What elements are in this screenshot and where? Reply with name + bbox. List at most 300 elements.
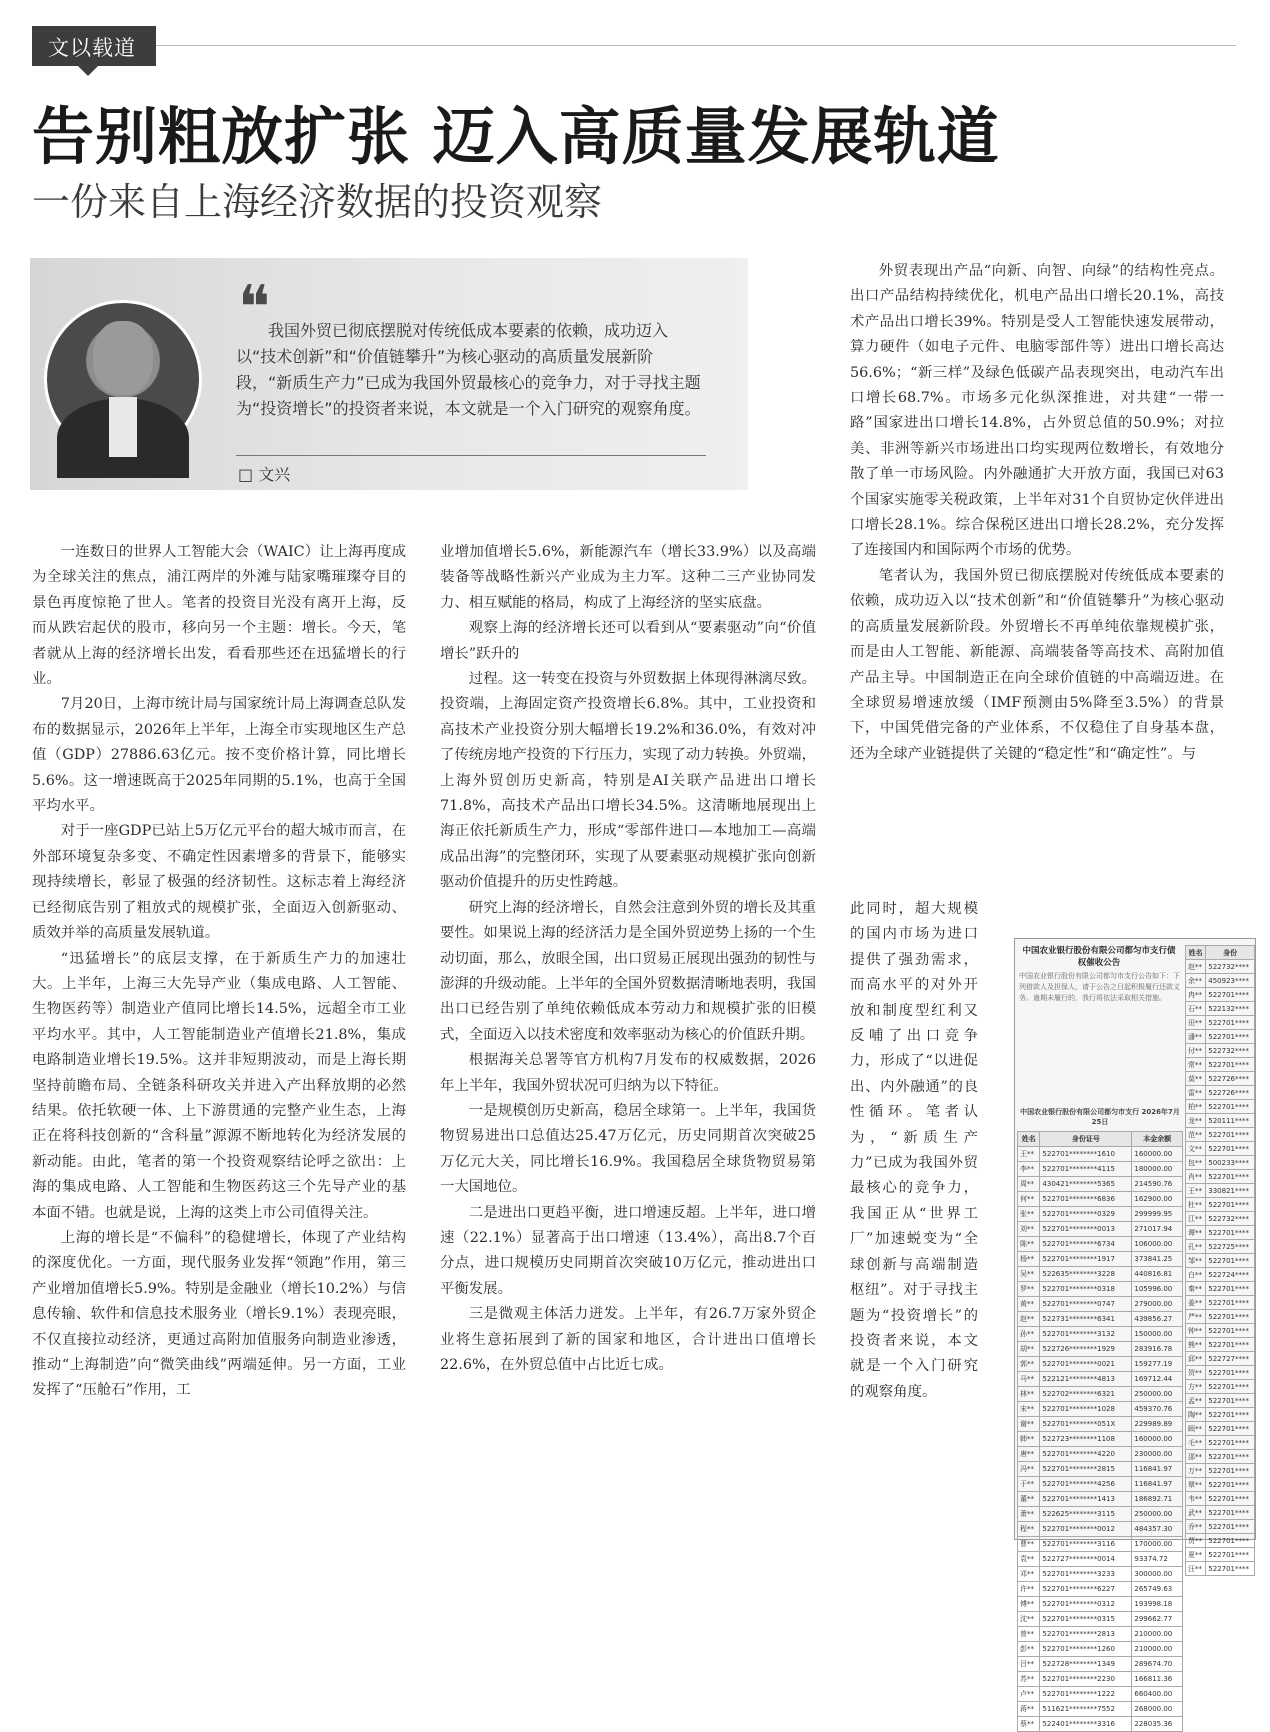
table-cell: 522701********2815 (1040, 1462, 1132, 1477)
table-cell: 522635********3228 (1040, 1267, 1132, 1282)
table-cell: 522701**** (1206, 1506, 1255, 1520)
table-cell: 522701**** (1206, 1478, 1255, 1492)
table-cell: 230000.00 (1132, 1447, 1183, 1462)
table-cell: 曹** (1018, 1537, 1040, 1552)
table-cell: 杜** (1186, 1198, 1206, 1212)
table-cell: 150000.00 (1132, 1327, 1183, 1342)
table-cell: 169712.44 (1132, 1372, 1183, 1387)
paragraph: 过程。这一转变在投资与外贸数据上体现得淋漓尽致。投资端，上海固定资产投资增长6.8%。其中，工业投资和高技术产业投资分别大幅增长19.2%和36.0%，有效对冲了传统房地产投资的下行压力，实现了动力转换。外贸端，上海外贸创历史新高，特别是AI关联产品进出口增长71.8%，高技术产品出口增长34.5%。这清晰地展现出上海正依托新质生产力，形成“零部件进口—本地加工—高端成品出海”的完整闭环，实现了从要素驱动规模扩张向创新驱动价值提升的历史性跨越。 (440, 671, 816, 891)
article-column-1 (32, 540, 406, 1404)
author-shirt (109, 397, 137, 457)
table-cell: 石** (1186, 1002, 1206, 1016)
table-row (1018, 1552, 1183, 1567)
table-cell: 522727**** (1206, 1352, 1255, 1366)
table-row (1186, 1044, 1255, 1058)
table-cell: 522701**** (1206, 1408, 1255, 1422)
table-cell: 265749.63 (1132, 1582, 1183, 1597)
table-cell: 万** (1186, 1464, 1206, 1478)
table-row (1186, 1030, 1255, 1044)
table-cell: 228035.36 (1132, 1717, 1183, 1732)
table-cell: 660400.00 (1132, 1687, 1183, 1702)
table-row (1018, 1432, 1183, 1447)
table-cell: 522701**** (1206, 1324, 1255, 1338)
table-cell: 440816.81 (1132, 1267, 1183, 1282)
table-row (1018, 1612, 1183, 1627)
table-cell: 汪** (1186, 1562, 1206, 1576)
table-cell: 522701**** (1206, 1016, 1255, 1030)
table-cell: 袁** (1018, 1552, 1040, 1567)
table-cell: 曾** (1018, 1627, 1040, 1642)
paragraph: 对于一座GDP已站上5万亿元平台的超大城市而言，在外部环境复杂多变、不确定性因素增多的背景下，能够实现持续增长，彰显了极强的经济韧性。这标志着上海经济已经彻底告别了粗放式的规模扩张，全面迈入创新驱动、质效并举的高质量发展轨道。 (32, 823, 406, 942)
paragraph: 上海的增长是“不偏科”的稳健增长，体现了产业结构的深度优化。一方面，现代服务业发挥“领跑”作用，第三产业增加值增长5.9%。特别是金融业（增长10.2%）与信息传输、软件和信息技术服务业（增长9.1%）表现亮眼，不仅直接拉动经济，更通过高附加值服务向制造业渗透，推动“上海制造”向“微笑曲线”两端延伸。另一方面，工业发挥了“压舱石”作用，工 (32, 1229, 406, 1399)
table-cell: 苏** (1018, 1672, 1040, 1687)
notice-side-header: 身份 (1206, 946, 1255, 960)
table-cell: 522701**** (1206, 1226, 1255, 1240)
table-row (1018, 1237, 1183, 1252)
table-row (1018, 1327, 1183, 1342)
table-cell: 冯** (1018, 1462, 1040, 1477)
table-row (1018, 1312, 1183, 1327)
table-cell: 傅** (1018, 1597, 1040, 1612)
table-cell: 522701**** (1206, 1562, 1255, 1576)
table-cell: 谢** (1018, 1417, 1040, 1432)
table-row (1186, 1492, 1255, 1506)
table-cell: 范** (1186, 1128, 1206, 1142)
table-cell: 胡** (1018, 1342, 1040, 1357)
table-cell: 522701**** (1206, 1436, 1255, 1450)
table-cell: 522625********3115 (1040, 1507, 1132, 1522)
notice-table (1017, 1131, 1183, 1732)
paragraph: 一是规模创历史新高，稳居全球第一。上半年，我国货物贸易进出口总值达25.47万亿元，历史同期首次突破25万亿元大关，同比增长16.9%。我国稳居全球货物贸易第一大国地位。 (440, 1102, 816, 1196)
table-cell: 赵** (1018, 1312, 1040, 1327)
table-cell: 250000.00 (1132, 1507, 1183, 1522)
table-row (1186, 1436, 1255, 1450)
table-cell: 522701********4220 (1040, 1447, 1132, 1462)
table-row (1186, 1170, 1255, 1184)
table-cell: 522701********0012 (1040, 1522, 1132, 1537)
table-row (1186, 960, 1255, 974)
table-cell: 271017.94 (1132, 1222, 1183, 1237)
table-cell: 522701**** (1206, 1030, 1255, 1044)
table-cell: 522701********6734 (1040, 1237, 1132, 1252)
table-cell: 522701**** (1206, 1128, 1255, 1142)
table-cell: 522701********0021 (1040, 1357, 1132, 1372)
table-cell: 250000.00 (1132, 1387, 1183, 1402)
table-cell: 180000.00 (1132, 1162, 1183, 1177)
table-row (1186, 1254, 1255, 1268)
table-cell: 210000.00 (1132, 1642, 1183, 1657)
table-cell: 付** (1186, 1044, 1206, 1058)
table-cell: 522701**** (1206, 1310, 1255, 1324)
table-cell: 武** (1186, 1506, 1206, 1520)
table-cell: 162900.00 (1132, 1192, 1183, 1207)
table-cell: 522701**** (1206, 1366, 1255, 1380)
table-cell: 刘** (1018, 1222, 1040, 1237)
table-cell: 宋** (1018, 1402, 1040, 1417)
table-cell: 邓** (1018, 1567, 1040, 1582)
table-cell: 522731********6341 (1040, 1312, 1132, 1327)
table-cell: 张** (1018, 1207, 1040, 1222)
table-cell: 潘** (1186, 1030, 1206, 1044)
table-cell: 522726********1929 (1040, 1342, 1132, 1357)
table-row (1018, 1477, 1183, 1492)
table-row (1186, 1128, 1255, 1142)
table-cell: 马** (1018, 1372, 1040, 1387)
table-cell: 522725**** (1206, 1240, 1255, 1254)
table-row (1018, 1342, 1183, 1357)
table-cell: 283916.78 (1132, 1342, 1183, 1357)
table-row (1018, 1147, 1183, 1162)
table-cell: 522701********1413 (1040, 1492, 1132, 1507)
subheadline: 一份来自上海经济数据的投资观察 (32, 180, 603, 224)
table-cell: 谭** (1186, 1226, 1206, 1240)
table-cell: 511621********7552 (1040, 1702, 1132, 1717)
table-row (1018, 1507, 1183, 1522)
table-cell: 522701********2230 (1040, 1672, 1132, 1687)
table-cell: 522701********4256 (1040, 1477, 1132, 1492)
table-cell: 116841.97 (1132, 1477, 1183, 1492)
headline: 告别粗放扩张 迈入高质量发展轨道 (32, 100, 1000, 173)
paragraph: 业增加值增长5.6%，新能源汽车（增长33.9%）以及高端装备等战略性新兴产业成为主力军。这种二三产业协同发力、相互赋能的格局，构成了上海经济的坚实底盘。 (440, 544, 816, 611)
table-cell: 包** (1186, 1156, 1206, 1170)
table-cell: 214590.76 (1132, 1177, 1183, 1192)
table-cell: 300000.00 (1132, 1567, 1183, 1582)
table-row (1186, 1142, 1255, 1156)
paragraph: “迅猛增长”的底层支撑，在于新质生产力的加速壮大。上半年，上海三大先导产业（集成电路、人工智能、生物医药等）制造业产值同比增长14.5%，远超全市工业平均水平。其中，人工智能制造业产值增长21.8%，集成电路制造业增长19.5%。这并非短期波动，而是上海长期坚持前瞻布局、全链条科研攻关并进入产出释放期的必然结果。依托软硬一体、上下游贯通的完整产业生态，上海正在将科技创新的“含科量”源源不断地转化为经济发展的新动能。由此，笔者的第一个投资观察结论呼之欲出：上海的集成电路、人工智能和生物医药这三个先导产业的基本面不错。也就是说，上海的这类上市公司值得关注。 (32, 950, 406, 1221)
section-tag-tail (78, 66, 98, 76)
table-cell: 522701**** (1206, 1254, 1255, 1268)
table-cell: 522726**** (1206, 1086, 1255, 1100)
table-row (1186, 1422, 1255, 1436)
table-row (1018, 1402, 1183, 1417)
paragraph: 一连数日的世界人工智能大会（WAIC）让上海再度成为全球关注的焦点，浦江两岸的外滩与陆家嘴璀璨夺目的景色再度惊艳了世人。笔者的投资目光没有离开上海，反而从跌宕起伏的股市，移向另一个主题：增长。今天，笔者就从上海的经济增长出发，看看那些还在迅猛增长的行业。 (32, 544, 406, 688)
table-cell: 500233**** (1206, 1156, 1255, 1170)
table-row (1186, 974, 1255, 988)
table-row (1186, 1352, 1255, 1366)
table-cell: 170000.00 (1132, 1537, 1183, 1552)
table-cell: 459370.76 (1132, 1402, 1183, 1417)
table-row (1186, 1324, 1255, 1338)
notice-body: 中国农业银行股份有限公司都匀市支行公告如下：下列借款人及担保人，请于公告之日起积极履行还款义务。逾期未履行的，我行将依法采取相关措施。 (1019, 972, 1180, 1002)
table-row (1186, 1268, 1255, 1282)
table-cell: 王** (1018, 1147, 1040, 1162)
pull-quote-text: 我国外贸已彻底摆脱对传统低成本要素的依赖，成功迈入以“技术创新”和“价值链攀升”为核心驱动的高质量发展新阶段，“新质生产力”已成为我国外贸最核心的竞争力，对于寻找主题为“投资增长”的投资者来说，本文就是一个入门研究的观察角度。 (236, 321, 701, 418)
table-row (1018, 1372, 1183, 1387)
table-cell: 522701**** (1206, 1170, 1255, 1184)
table-cell: 522701**** (1206, 1548, 1255, 1562)
table-row (1018, 1222, 1183, 1237)
article-column-3 (850, 259, 1224, 767)
table-row (1186, 1562, 1255, 1576)
table-row (1186, 988, 1255, 1002)
table-cell: 贺** (1186, 1366, 1206, 1380)
top-rule (156, 45, 1236, 46)
table-row (1018, 1702, 1183, 1717)
table-row (1018, 1492, 1183, 1507)
table-row (1018, 1357, 1183, 1372)
table-cell: 萧** (1018, 1507, 1040, 1522)
table-cell: 王** (1186, 1184, 1206, 1198)
table-row (1186, 1296, 1255, 1310)
table-cell: 522701**** (1206, 1142, 1255, 1156)
table-cell: 何** (1018, 1192, 1040, 1207)
pull-quote-rule (236, 455, 706, 456)
table-cell: 299662.77 (1132, 1612, 1183, 1627)
table-cell: 299999.95 (1132, 1207, 1183, 1222)
table-cell: 484357.30 (1132, 1522, 1183, 1537)
table-cell: 522701**** (1206, 1492, 1255, 1506)
table-cell: 522701**** (1206, 1058, 1255, 1072)
table-cell: 覃** (1186, 1478, 1206, 1492)
paragraph: 三是微观主体活力迸发。上半年，有26.7万家外贸企业将生意拓展到了新的国家和地区，合计进出口值增长22.6%，在外贸总值中占比近七成。 (440, 1306, 816, 1373)
table-cell: 116841.97 (1132, 1462, 1183, 1477)
table-row (1186, 1086, 1255, 1100)
table-cell: 于** (1018, 1477, 1040, 1492)
table-cell: 160000.00 (1132, 1432, 1183, 1447)
article-column-2 (440, 540, 816, 1378)
table-cell: 522701********6227 (1040, 1582, 1132, 1597)
table-cell: 黄** (1018, 1297, 1040, 1312)
table-cell: 龙** (1186, 1114, 1206, 1128)
table-cell: 林** (1018, 1387, 1040, 1402)
table-row (1018, 1522, 1183, 1537)
table-cell: 522726**** (1206, 1072, 1255, 1086)
table-cell: 105996.00 (1132, 1282, 1183, 1297)
table-row (1186, 1506, 1255, 1520)
table-cell: 杨** (1018, 1252, 1040, 1267)
table-cell: 522701**** (1206, 1380, 1255, 1394)
table-row (1186, 1156, 1255, 1170)
table-cell: 522701********3116 (1040, 1537, 1132, 1552)
table-row (1186, 1100, 1255, 1114)
table-cell: 522724**** (1206, 1268, 1255, 1282)
paragraph: 根据海关总署等官方机构7月发布的权威数据，2026年上半年，我国外贸状况可归纳为以下特征。 (440, 1052, 816, 1094)
table-cell: 熊** (1186, 1338, 1206, 1352)
table-cell: 522701********1917 (1040, 1252, 1132, 1267)
table-cell: 522701********1222 (1040, 1687, 1132, 1702)
table-row (1018, 1162, 1183, 1177)
table-cell: 522701**** (1206, 1534, 1255, 1548)
table-cell: 姜** (1186, 1296, 1206, 1310)
table-cell: 522401********3316 (1040, 1717, 1132, 1732)
table-cell: 106000.00 (1132, 1237, 1183, 1252)
table-cell: 韩** (1018, 1432, 1040, 1447)
table-cell: 522701********0329 (1040, 1207, 1132, 1222)
table-cell: 韦** (1186, 1492, 1206, 1506)
table-row (1018, 1462, 1183, 1477)
table-cell: 522701********1260 (1040, 1642, 1132, 1657)
notice-title: 中国农业银行股份有限公司都匀市支行债权催收公告 (1022, 946, 1176, 968)
table-cell: 邱** (1186, 1352, 1206, 1366)
table-cell: 秦** (1186, 1282, 1206, 1296)
table-cell: 莫** (1186, 1072, 1206, 1086)
table-cell: 吕** (1018, 1657, 1040, 1672)
table-row (1186, 1520, 1255, 1534)
quote-mark-icon: ❝ (238, 273, 271, 343)
table-cell: 常** (1186, 1058, 1206, 1072)
table-cell: 522732**** (1206, 1212, 1255, 1226)
table-cell: 赵** (1186, 960, 1206, 974)
table-row (1018, 1597, 1183, 1612)
table-cell: 夏** (1186, 1548, 1206, 1562)
table-cell: 522701**** (1206, 1464, 1255, 1478)
table-cell: 孙** (1018, 1327, 1040, 1342)
table-cell: 522701**** (1206, 1338, 1255, 1352)
table-row (1018, 1642, 1183, 1657)
table-cell: 522728********1349 (1040, 1657, 1132, 1672)
table-row (1018, 1672, 1183, 1687)
table-row (1018, 1252, 1183, 1267)
table-cell: 159277.19 (1132, 1357, 1183, 1372)
table-cell: 郭** (1018, 1357, 1040, 1372)
table-cell: 孔** (1186, 1240, 1206, 1254)
table-cell: 邵** (1186, 1450, 1206, 1464)
table-cell: 522723********1108 (1040, 1432, 1132, 1447)
table-cell: 522701**** (1206, 1450, 1255, 1464)
table-row (1018, 1297, 1183, 1312)
table-cell: 吴** (1018, 1267, 1040, 1282)
table-cell: 229989.89 (1132, 1417, 1183, 1432)
article-column-3-narrow (850, 897, 978, 1405)
table-cell: 160000.00 (1132, 1147, 1183, 1162)
table-cell: 268000.00 (1132, 1702, 1183, 1717)
notice-table-header: 姓名 (1018, 1132, 1040, 1147)
table-row (1186, 1548, 1255, 1562)
table-cell: 严** (1186, 1310, 1206, 1324)
table-cell: 522701**** (1206, 988, 1255, 1002)
table-cell: 522701**** (1206, 1296, 1255, 1310)
table-cell: 雷** (1186, 1086, 1206, 1100)
table-cell: 522701**** (1206, 1282, 1255, 1296)
table-cell: 522701********0747 (1040, 1297, 1132, 1312)
table-cell: 450923**** (1206, 974, 1255, 988)
table-cell: 522701********4115 (1040, 1162, 1132, 1177)
table-cell: 蒋** (1018, 1702, 1040, 1717)
table-cell: 522701********0013 (1040, 1222, 1132, 1237)
table-cell: 陶** (1186, 1408, 1206, 1422)
table-row (1186, 1240, 1255, 1254)
table-cell: 522701********6836 (1040, 1192, 1132, 1207)
author-byline: □ 文兴 (238, 465, 291, 484)
notice-table-header: 本金余额 (1132, 1132, 1183, 1147)
section-tag (32, 26, 156, 66)
table-cell: 522701********2813 (1040, 1627, 1132, 1642)
table-cell: 邹** (1186, 1254, 1206, 1268)
table-cell: 毛** (1186, 1436, 1206, 1450)
table-row (1018, 1567, 1183, 1582)
table-cell: 522701**** (1206, 1520, 1255, 1534)
author-photo (44, 300, 202, 458)
table-cell: 522132**** (1206, 1002, 1255, 1016)
table-cell: 522701********0312 (1040, 1597, 1132, 1612)
table-cell: 方** (1186, 1380, 1206, 1394)
table-cell: 蔡** (1018, 1717, 1040, 1732)
table-row (1018, 1177, 1183, 1192)
table-row (1018, 1192, 1183, 1207)
table-row (1186, 1310, 1255, 1324)
table-row (1018, 1717, 1183, 1732)
paragraph: 观察上海的经济增长还可以看到从“要素驱动”向“价值增长”跃升的 (440, 620, 816, 662)
table-row (1186, 1408, 1255, 1422)
table-row (1186, 1282, 1255, 1296)
table-cell: 522701********1610 (1040, 1147, 1132, 1162)
table-row (1186, 1114, 1255, 1128)
table-cell: 522701********0318 (1040, 1282, 1132, 1297)
notice-table-header: 身份证号 (1040, 1132, 1132, 1147)
table-cell: 93374.72 (1132, 1552, 1183, 1567)
section-tag-label: 文以载道 (48, 36, 136, 60)
table-cell: 乔** (1186, 1520, 1206, 1534)
table-cell: 卢** (1018, 1687, 1040, 1702)
table-cell: 439856.27 (1132, 1312, 1183, 1327)
paragraph: 外贸表现出产品“向新、向智、向绿”的结构性亮点。出口产品结构持续优化，机电产品出口增长20.1%，高技术产品出口增长39%。特别是受人工智能快速发展带动，算力硬件（如电子元件、电脑零部件等）进出口增长高达56.6%；“新三样”及绿色低碳产品表现突出，电动汽车出口增长68.7%。市场多元化纵深推进，对共建“一带一路”国家进出口增长14.8%，占外贸总值的50.9%；对拉美、非洲等新兴市场进出口均实现两位数增长，有效地分散了单一市场风险。内外融通扩大开放方面，我国已对63个国家实施零关税政策，上半年对31个自贸协定伙伴进出口增长28.1%。综合保税区进出口增长28.2%，充分发挥了连接国内和国际两个市场的优势。 (850, 263, 1224, 559)
table-cell: 522701********0315 (1040, 1612, 1132, 1627)
table-cell: 522701**** (1206, 1422, 1255, 1436)
table-cell: 522121********4813 (1040, 1372, 1132, 1387)
table-cell: 522701********051X (1040, 1417, 1132, 1432)
table-cell: 柏** (1186, 1100, 1206, 1114)
table-cell: 522701**** (1206, 1100, 1255, 1114)
table-row (1186, 1464, 1255, 1478)
table-row (1186, 1072, 1255, 1086)
table-cell: 520111**** (1206, 1114, 1255, 1128)
table-cell: 279000.00 (1132, 1297, 1183, 1312)
table-cell: 许** (1018, 1582, 1040, 1597)
table-cell: 522701********1028 (1040, 1402, 1132, 1417)
table-row (1186, 1394, 1255, 1408)
table-row (1018, 1582, 1183, 1597)
table-cell: 彭** (1018, 1642, 1040, 1657)
table-cell: 孟** (1186, 1394, 1206, 1408)
notice-side-table (1185, 945, 1255, 1576)
table-row (1018, 1537, 1183, 1552)
paragraph: 7月20日，上海市统计局与国家统计局上海调查总队发布的数据显示，2026年上半年，上海全市实现地区生产总值（GDP）27886.63亿元。按不变价格计算，同比增长5.6%。这一增速既高于2025年同期的5.1%，也高于全国平均水平。 (32, 696, 406, 815)
paragraph: 笔者认为，我国外贸已彻底摆脱对传统低成本要素的依赖，成功迈入以“技术创新”和“价值链攀升”为核心驱动的高质量发展新阶段。外贸增长不再单纯依靠规模扩张，而是由人工智能、新能源、高端装备等高技术、高附加值产品主导。中国制造正在向全球价值链的中高端迈进。在全球贸易增速放缓（IMF预测由5%降至3.5%）的背景下，中国凭借完备的产业体系，不仅稳住了自身基本盘，还为全球产业链提供了关键的“稳定性”和“确定性”。与 (850, 567, 1224, 762)
table-cell: 董** (1018, 1492, 1040, 1507)
author-face (93, 321, 153, 395)
table-cell: 166811.36 (1132, 1672, 1183, 1687)
table-cell: 肖** (1186, 1170, 1206, 1184)
table-cell: 贾** (1186, 1534, 1206, 1548)
table-cell: 唐** (1018, 1447, 1040, 1462)
table-cell: 522727********0014 (1040, 1552, 1132, 1567)
table-cell: 193998.18 (1132, 1597, 1183, 1612)
table-row (1186, 1478, 1255, 1492)
table-row (1186, 1184, 1255, 1198)
bank-notice-ad (1014, 938, 1256, 1728)
table-row (1186, 1198, 1255, 1212)
table-cell: 白** (1186, 1268, 1206, 1282)
table-row (1186, 1450, 1255, 1464)
table-cell: 田** (1186, 1016, 1206, 1030)
table-cell: 文** (1186, 1142, 1206, 1156)
table-row (1186, 1338, 1255, 1352)
table-row (1018, 1447, 1183, 1462)
table-row (1018, 1207, 1183, 1222)
table-row (1018, 1282, 1183, 1297)
table-cell: 冉** (1186, 988, 1206, 1002)
table-row (1018, 1627, 1183, 1642)
table-row (1186, 1366, 1255, 1380)
table-cell: 186892.71 (1132, 1492, 1183, 1507)
table-row (1018, 1417, 1183, 1432)
table-row (1186, 1058, 1255, 1072)
table-cell: 顾** (1186, 1422, 1206, 1436)
table-cell: 周** (1018, 1177, 1040, 1192)
table-row (1018, 1687, 1183, 1702)
table-cell: 程** (1018, 1522, 1040, 1537)
table-cell: 522701********3132 (1040, 1327, 1132, 1342)
